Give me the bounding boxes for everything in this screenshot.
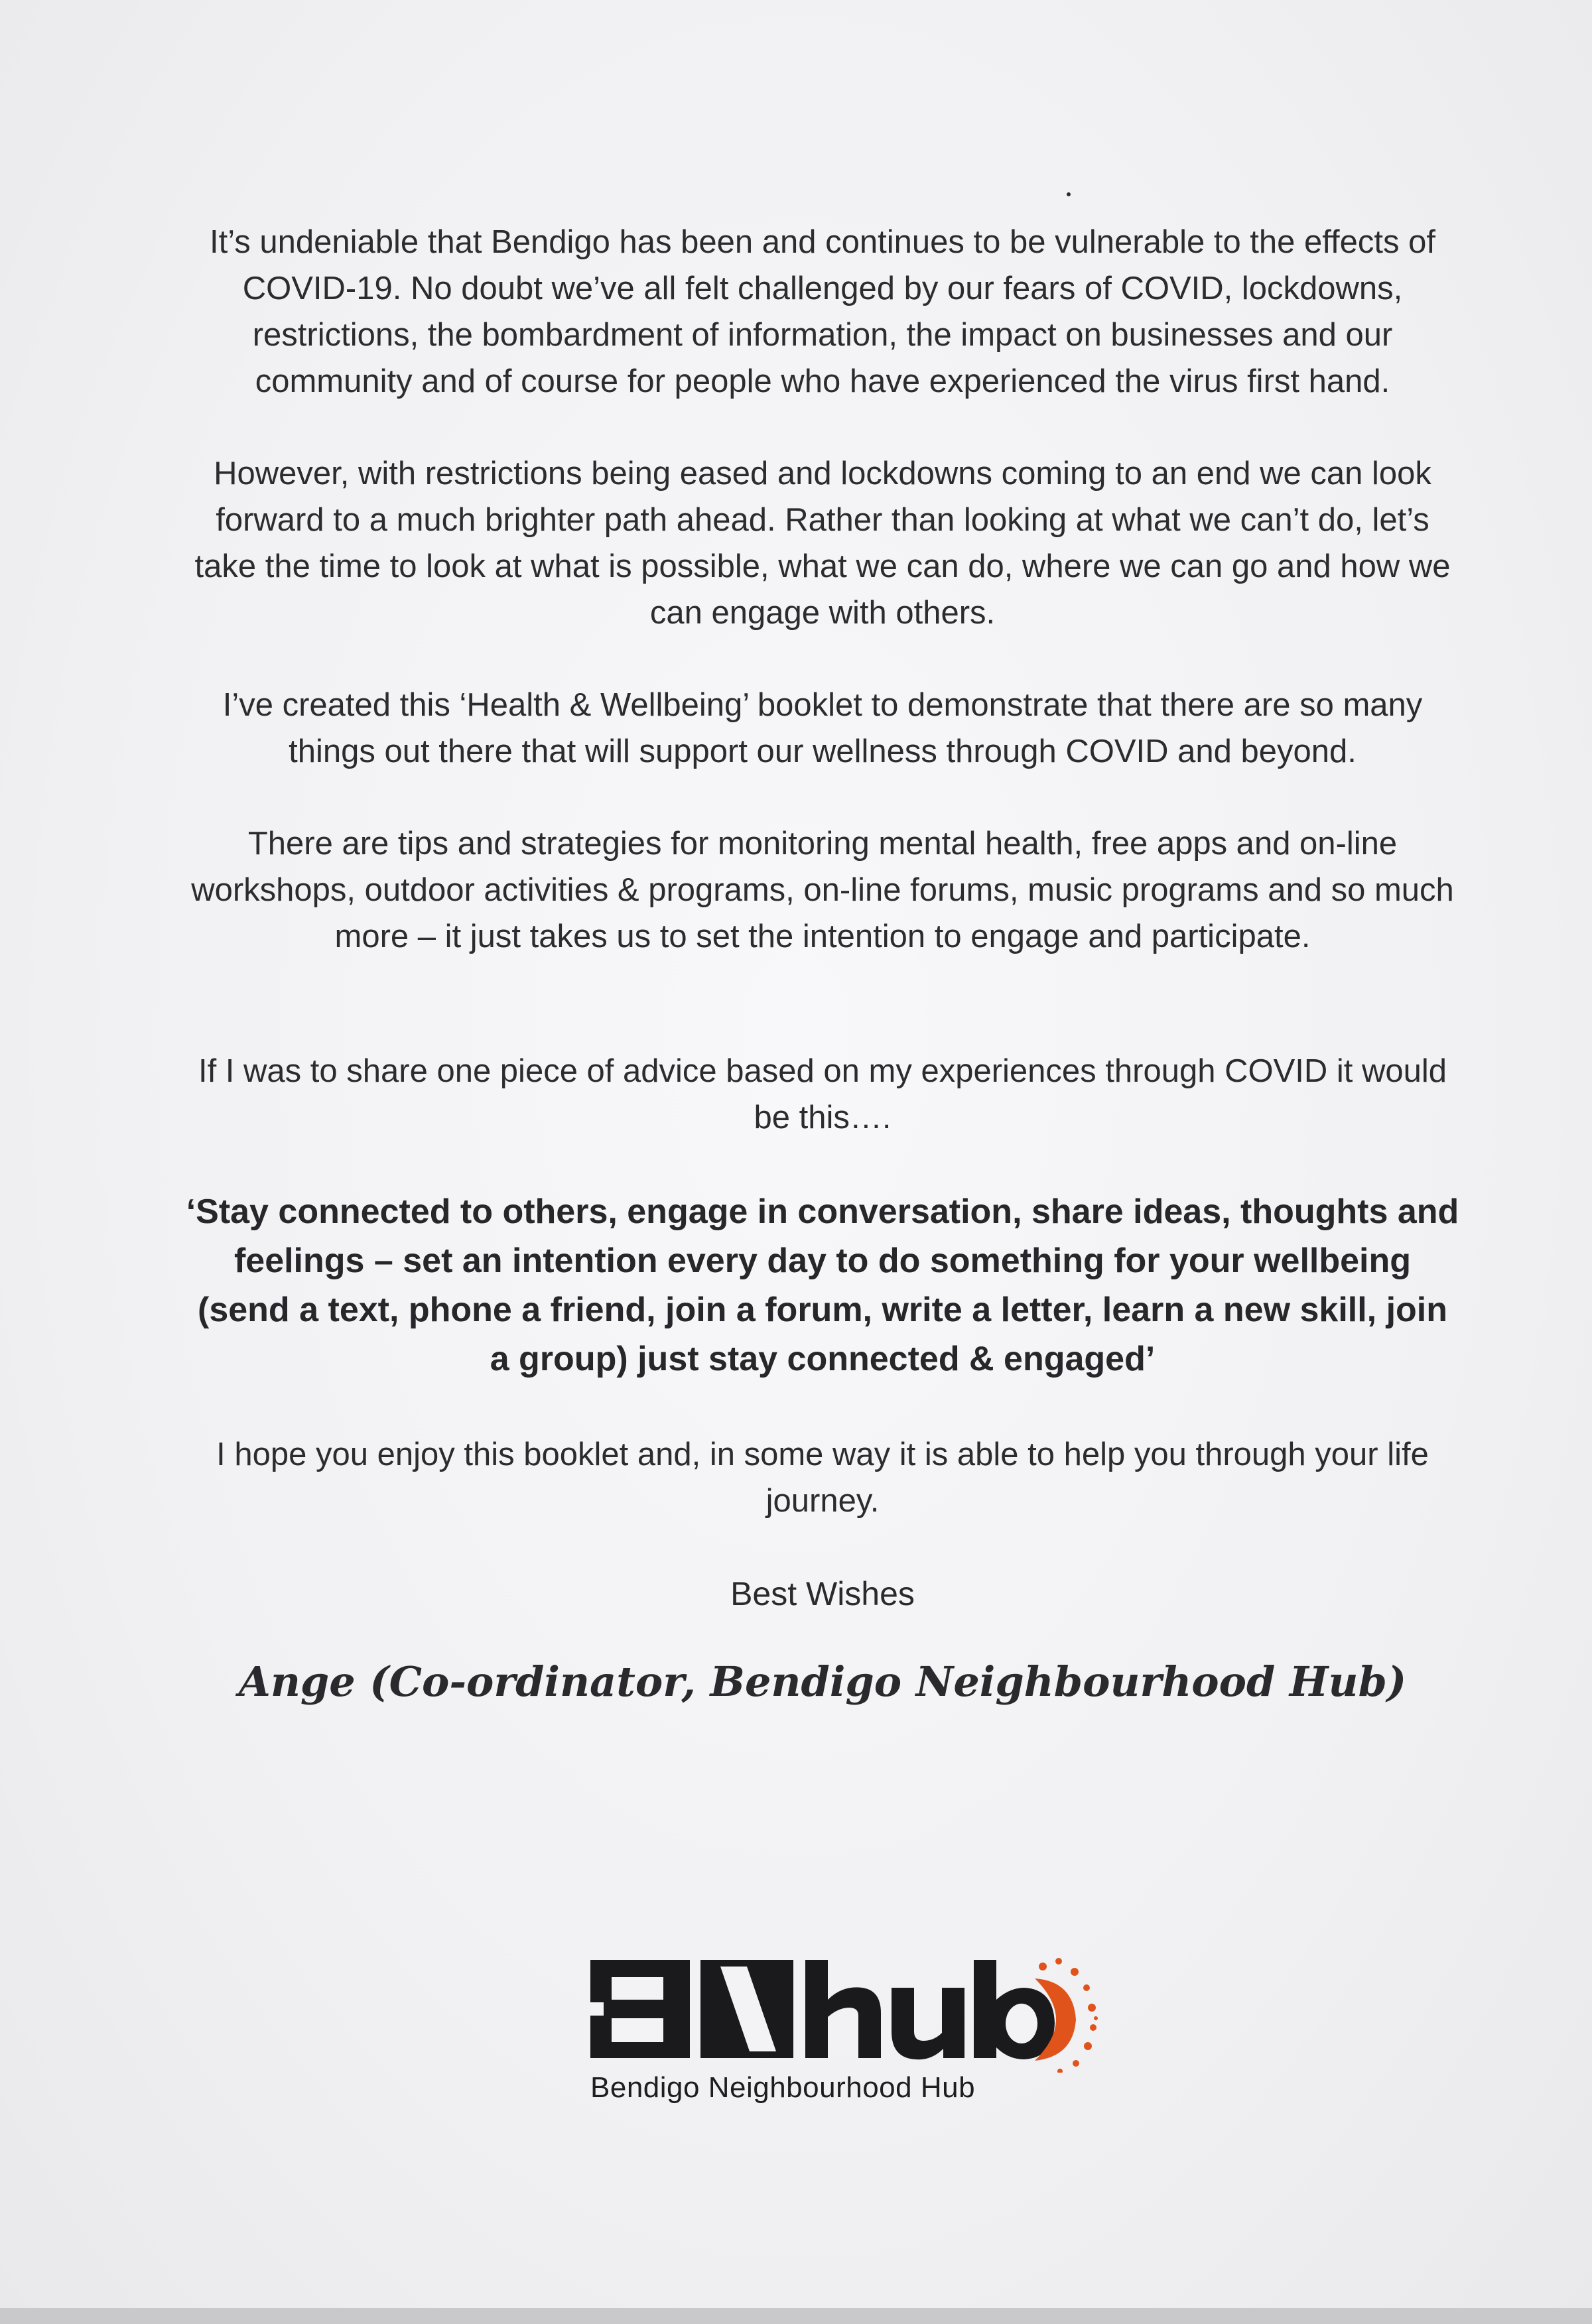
- paragraph-outlook: However, with restrictions being eased and lockdowns coming to an end we can look forward to a much brighter path ahead. Rather than looking at what we can’t do, let’s take the time to look at what is possible, what we can do, where we can go and how we can engage with others.: [194, 456, 1451, 631]
- bnhub-wordmark: [584, 1947, 1114, 2073]
- page-bottom-edge: [0, 2308, 1592, 2324]
- paragraph-booklet-contents: There are tips and strategies for monitoring mental health, free apps and on-line workshops, outdoor activities & programs, on-line forums, music programs and so much more – it just takes us to set the intention to engage and participate.: [191, 826, 1454, 954]
- paper-speck: [1067, 192, 1071, 196]
- logo-letter-h: [805, 1960, 881, 2058]
- logo-tagline: Bendigo Neighbourhood Hub: [590, 2071, 976, 2104]
- logo-letter-b: [590, 1960, 690, 2058]
- logo-letter-u: [892, 1988, 964, 2059]
- advice-quote: ‘Stay connected to others, engage in conversation, share ideas, thoughts and feelings – set an intention every day to do something for your wellbeing (send a text, phone a friend, join a forum, write a letter, learn a new skill, join a group) just stay connected & engaged’: [186, 1193, 1459, 1378]
- signature: Ange (Co-ordinator, Bendigo Neighbourhood Hub): [238, 1657, 1407, 1706]
- bnhub-logo: [584, 1947, 1114, 2119]
- closing-salutation: Best Wishes: [730, 1575, 915, 1612]
- paragraph-closing-wish: I hope you enjoy this booklet and, in some way it is able to help you through your life journey.: [216, 1437, 1429, 1519]
- paragraph-booklet-purpose: I’ve created this ‘Health & Wellbeing’ booklet to demonstrate that there are so many things out there that will support our wellness through COVID and beyond.: [222, 687, 1423, 769]
- paragraph-intro: It’s undeniable that Bendigo has been and continues to be vulnerable to the effects of COVID-19. No doubt we’ve all felt challenged by our fears of COVID, lockdowns, restrictions, the bombardment of information, the impact on businesses and our community and of course for people who have experienced the virus first hand.: [210, 224, 1435, 399]
- letter-body: [186, 219, 1459, 1709]
- paragraph-advice-lead: If I was to share one piece of advice based on my experiences through COVID it would be this….: [198, 1053, 1447, 1135]
